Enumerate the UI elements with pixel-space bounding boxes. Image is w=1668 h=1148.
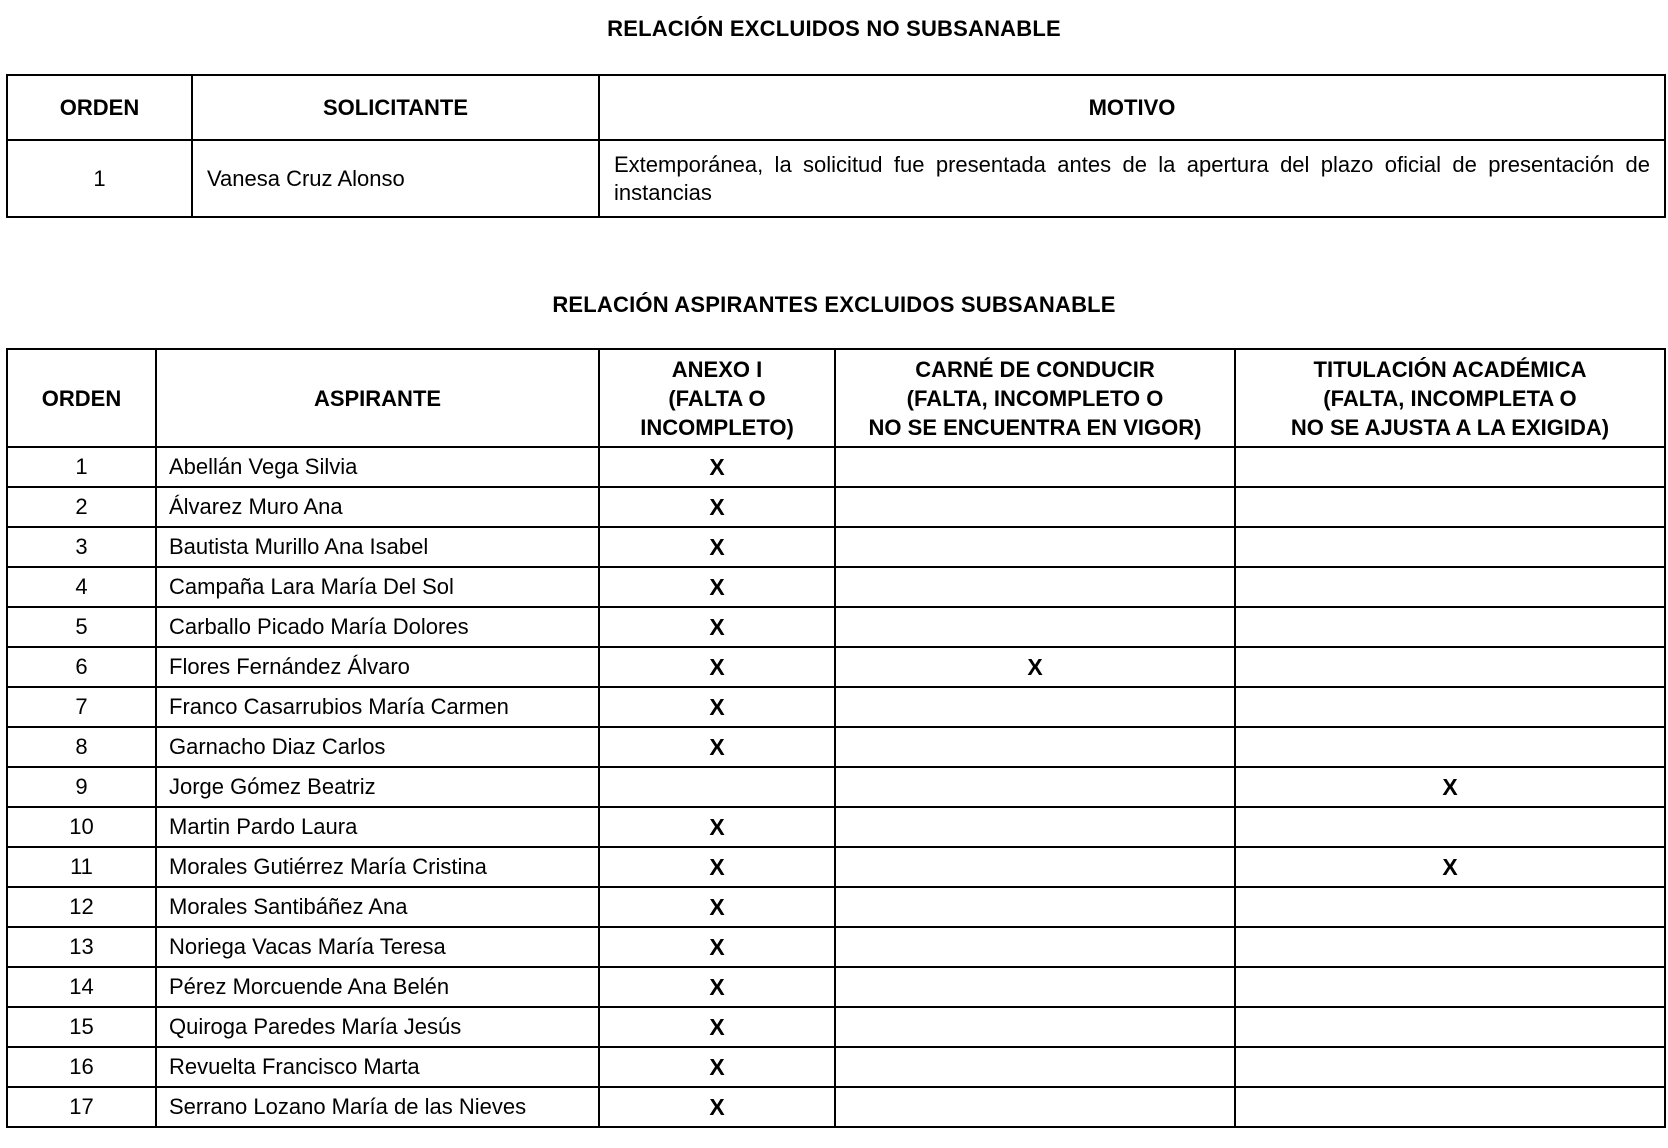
excluded-remediable-table [6,348,1666,1128]
section2-title: RELACIÓN ASPIRANTES EXCLUIDOS SUBSANABLE [552,292,1116,317]
titulacion-mark [1235,1087,1665,1127]
motivo-cell: Extemporánea, la solicitud fue presentada antes de la apertura del plazo oficial de presentación de instancias [599,140,1665,217]
carne-mark [835,847,1235,887]
titulacion-mark [1235,527,1665,567]
table-row [7,727,1665,767]
header-carne-line: (FALTA, INCOMPLETO O [906,385,1164,411]
aspirante-cell: Álvarez Muro Ana [156,487,599,527]
header-orden: ORDEN [7,75,192,140]
anexo-mark: X [599,1007,835,1047]
table-row [7,487,1665,527]
carne-mark [835,567,1235,607]
table-row [7,1047,1665,1087]
orden-cell: 5 [7,607,156,647]
carne-mark [835,927,1235,967]
table-row [7,687,1665,727]
aspirante-cell: Franco Casarrubios María Carmen [156,687,599,727]
orden-cell: 16 [7,1047,156,1087]
table-row [7,1007,1665,1047]
orden-cell: 11 [7,847,156,887]
header-row [7,349,1665,447]
titulacion-mark [1235,887,1665,927]
carne-mark [835,1007,1235,1047]
titulacion-mark [1235,647,1665,687]
titulacion-mark [1235,567,1665,607]
anexo-mark: X [599,1087,835,1127]
orden-cell: 7 [7,687,156,727]
anexo-mark: X [599,647,835,687]
carne-mark: X [835,647,1235,687]
carne-mark [835,687,1235,727]
carne-mark [835,487,1235,527]
aspirante-cell: Pérez Morcuende Ana Belén [156,967,599,1007]
table-row [7,887,1665,927]
aspirante-cell: Campaña Lara María Del Sol [156,567,599,607]
aspirante-cell: Serrano Lozano María de las Nieves [156,1087,599,1127]
header-motivo: MOTIVO [599,75,1665,140]
anexo-mark: X [599,967,835,1007]
orden-cell: 8 [7,727,156,767]
carne-mark [835,887,1235,927]
anexo-mark: X [599,887,835,927]
titulacion-mark [1235,607,1665,647]
header-carne-line: NO SE ENCUENTRA EN VIGOR) [868,414,1202,440]
aspirante-cell: Carballo Picado María Dolores [156,607,599,647]
aspirante-cell: Morales Gutiérrez María Cristina [156,847,599,887]
orden-cell: 3 [7,527,156,567]
table-row [7,767,1665,807]
titulacion-mark: X [1235,847,1665,887]
aspirante-cell: Quiroga Paredes María Jesús [156,1007,599,1047]
anexo-mark: X [599,487,835,527]
anexo-mark: X [599,927,835,967]
anexo-mark: X [599,447,835,487]
aspirante-cell: Martin Pardo Laura [156,807,599,847]
orden-cell: 9 [7,767,156,807]
excluded-non-remediable-table [6,74,1666,218]
carne-mark [835,607,1235,647]
carne-mark [835,447,1235,487]
anexo-mark: X [599,727,835,767]
aspirante-cell: Bautista Murillo Ana Isabel [156,527,599,567]
header-titulacion-line: TITULACIÓN ACADÉMICA [1313,356,1587,382]
titulacion-mark [1235,1047,1665,1087]
carne-mark [835,807,1235,847]
titulacion-mark [1235,687,1665,727]
titulacion-mark [1235,727,1665,767]
orden-cell: 12 [7,887,156,927]
anexo-mark: X [599,567,835,607]
aspirante-cell: Jorge Gómez Beatriz [156,767,599,807]
header-anexo [599,349,835,447]
titulacion-mark [1235,807,1665,847]
table-row [7,647,1665,687]
header-titulacion [1235,349,1665,447]
header-titulacion-line: NO SE AJUSTA A LA EXIGIDA) [1290,414,1610,440]
header-titulacion-line: (FALTA, INCOMPLETA O [1323,385,1577,411]
anexo-mark: X [599,527,835,567]
header-anexo-line: ANEXO I [671,356,763,382]
anexo-mark: X [599,1047,835,1087]
carne-mark [835,727,1235,767]
table-row [7,567,1665,607]
carne-mark [835,527,1235,567]
table-row [7,927,1665,967]
orden-cell: 10 [7,807,156,847]
header-carne [835,349,1235,447]
aspirante-cell: Noriega Vacas María Teresa [156,927,599,967]
table-row [7,140,1665,217]
header-aspirante: ASPIRANTE [156,349,599,447]
section1-title: RELACIÓN EXCLUIDOS NO SUBSANABLE [607,16,1061,41]
table-row [7,527,1665,567]
titulacion-mark [1235,967,1665,1007]
titulacion-mark [1235,447,1665,487]
carne-mark [835,767,1235,807]
table-row [7,807,1665,847]
table-row [7,847,1665,887]
table-row [7,1087,1665,1127]
header-orden: ORDEN [7,349,156,447]
titulacion-mark [1235,487,1665,527]
anexo-mark: X [599,687,835,727]
header-anexo-line: INCOMPLETO) [640,414,794,440]
aspirante-cell: Morales Santibáñez Ana [156,887,599,927]
aspirante-cell: Abellán Vega Silvia [156,447,599,487]
aspirante-cell: Garnacho Diaz Carlos [156,727,599,767]
carne-mark [835,1047,1235,1087]
carne-mark [835,967,1235,1007]
aspirante-cell: Revuelta Francisco Marta [156,1047,599,1087]
anexo-mark: X [599,847,835,887]
orden-cell: 17 [7,1087,156,1127]
header-row [7,75,1665,140]
table-row [7,967,1665,1007]
solicitante-cell: Vanesa Cruz Alonso [192,140,599,217]
anexo-mark [599,767,835,807]
orden-cell: 13 [7,927,156,967]
orden-cell: 15 [7,1007,156,1047]
orden-cell: 1 [7,140,192,217]
titulacion-mark [1235,1007,1665,1047]
header-solicitante: SOLICITANTE [192,75,599,140]
orden-cell: 6 [7,647,156,687]
carne-mark [835,1087,1235,1127]
anexo-mark: X [599,807,835,847]
orden-cell: 2 [7,487,156,527]
anexo-mark: X [599,607,835,647]
orden-cell: 1 [7,447,156,487]
aspirante-cell: Flores Fernández Álvaro [156,647,599,687]
titulacion-mark [1235,927,1665,967]
table-row [7,607,1665,647]
header-anexo-line: (FALTA O [668,385,766,411]
orden-cell: 4 [7,567,156,607]
header-carne-line: CARNÉ DE CONDUCIR [915,356,1155,382]
titulacion-mark: X [1235,767,1665,807]
table-row [7,447,1665,487]
orden-cell: 14 [7,967,156,1007]
